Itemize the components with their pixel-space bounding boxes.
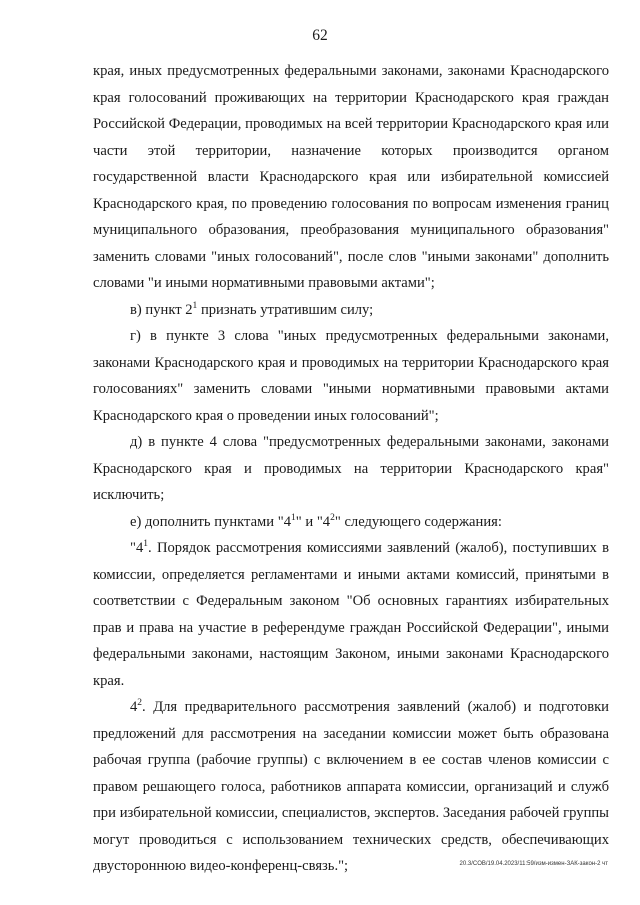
document-body xyxy=(93,58,609,880)
paragraph xyxy=(93,694,609,880)
paragraph xyxy=(93,58,609,297)
paragraph-text: признать утратившим силу; xyxy=(197,301,374,318)
paragraph-text: в) пункт 2 xyxy=(130,301,193,318)
page-number: 62 xyxy=(312,27,328,44)
paragraph-text: "4 xyxy=(130,540,144,556)
paragraph xyxy=(93,297,609,324)
paragraph xyxy=(93,429,609,509)
paragraph-text: края, иных предусмотренных федеральными законами, законами Краснодарского края голосований проживающих на территории Краснодарского края граждан Российской Федерации, проводимых на всей территории Краснодарского края или части этой территории, назначение которых производится органом государственной власти Краснодарского края или избирательной комиссией Краснодарского края, по проведению голосования по вопросам изменения границ муниципального образования, преобразования муниципального образования" заменить словами "иных голосований", после слов "иными законами" дополнить словами "и иными нормативными правовыми актами"; xyxy=(93,63,609,291)
superscript: 2 xyxy=(330,512,335,523)
superscript: 1 xyxy=(192,300,198,311)
paragraph xyxy=(93,323,609,429)
superscript: 2 xyxy=(137,698,143,709)
superscript: 1 xyxy=(291,512,296,523)
footer-document-code: 20.3/COB/19.04.2023/11:59/изм-измен-ЗАК-закон-2 чт xyxy=(459,861,608,867)
paragraph xyxy=(93,535,609,694)
paragraph-text: . Для предварительного рассмотрения заявлений (жалоб) и подготовки предложений для рассмотрения на заседании комиссии может быть образована рабочая группа (рабочие группы) с включением в ее состав членов комиссии с правом решающего голоса, работников аппарата комиссии, организаций и служб при избирательной комиссии, специалистов, экспертов. Заседания рабочей группы могут проводиться с использованием технических средств, обеспечивающих двустороннюю видео-конференц-связь."; xyxy=(93,699,609,874)
paragraph-text: г) в пункте 3 слова "иных предусмотренных федеральными законами, законами Краснодарского края и проводимых на территории Краснодарского края голосованиях" заменить словами "иными нормативными правовыми актами Краснодарского края о проведении иных голосований"; xyxy=(93,328,609,424)
paragraph-text: е) дополнить пунктами "4 xyxy=(130,513,292,530)
paragraph-text: " и "4 xyxy=(295,513,331,530)
paragraph xyxy=(93,509,609,536)
superscript: 1 xyxy=(143,539,149,550)
paragraph-text: 4 xyxy=(130,699,138,715)
paragraph-text: " следующего содержания: xyxy=(334,513,502,530)
paragraph-text: д) в пункте 4 слова "предусмотренных федеральными законами, законами Краснодарского края и проводимых на территории Краснодарского края" исключить; xyxy=(93,434,609,503)
paragraph-text: . Порядок рассмотрения комиссиями заявлений (жалоб), поступивших в комиссии, определяется регламентами и иными актами комиссий, принятыми в соответствии с Федеральным законом "Об основных гарантиях избирательных прав и права на участие в референдуме граждан Российской Федерации", иными федеральными законами, настоящим Законом, иными законами Краснодарского края. xyxy=(93,540,609,689)
